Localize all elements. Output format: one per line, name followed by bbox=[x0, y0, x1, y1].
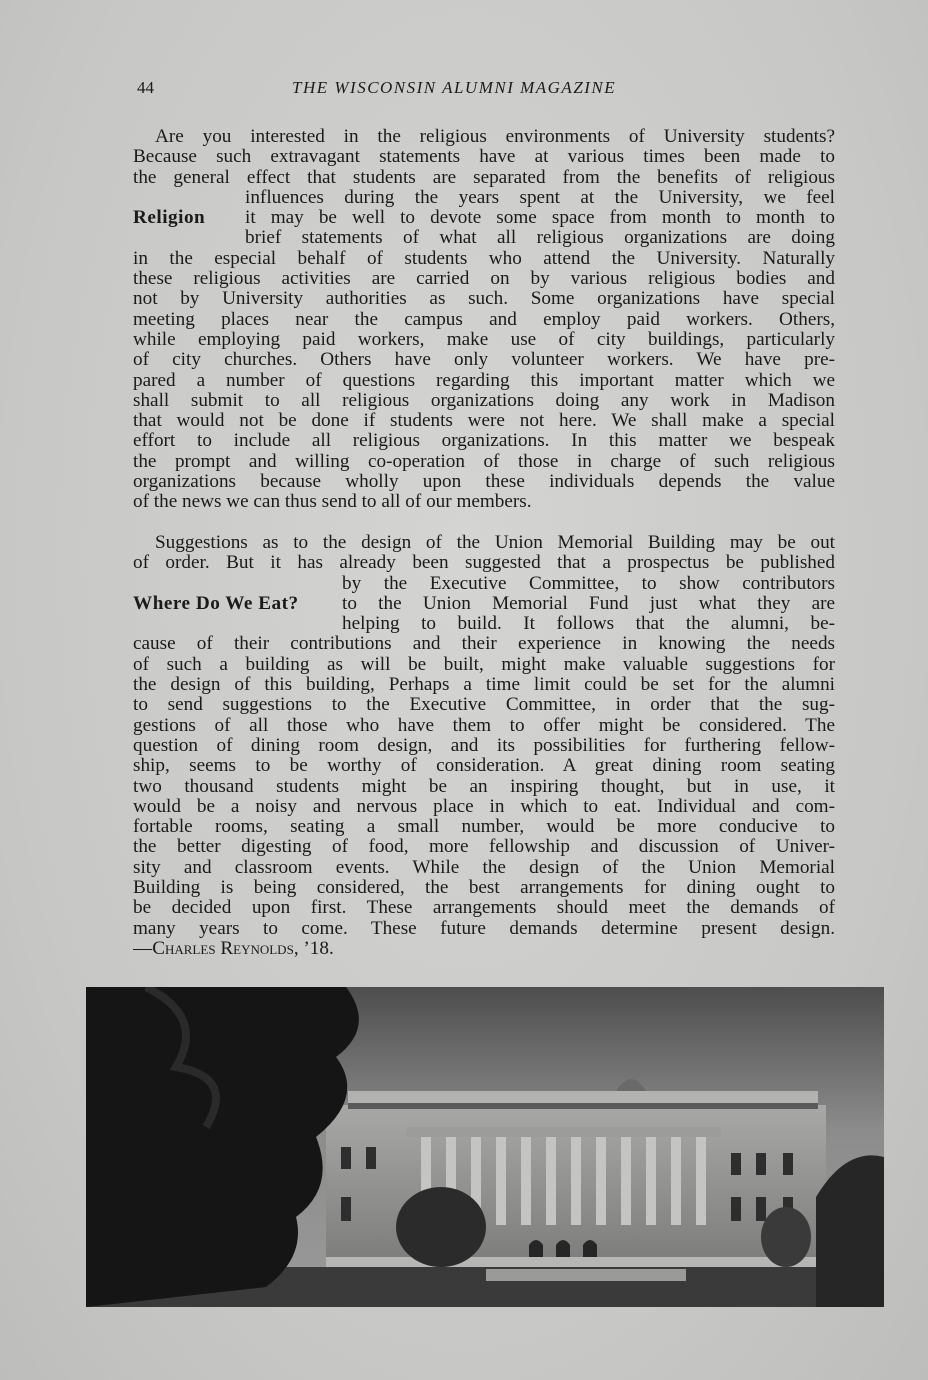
text-line: helping to build. It follows that the alumni, be- bbox=[342, 614, 835, 635]
text-line: by the Executive Committee, to show contributors bbox=[342, 573, 835, 594]
text-line: of such a building as will be built, might make valuable suggestions for bbox=[133, 654, 835, 675]
author-year: , ’18. bbox=[293, 938, 334, 959]
text-line: influences during the years spent at the University, we feel bbox=[245, 187, 835, 208]
text-line: effort to include all religious organizations. In this matter we bespeak bbox=[133, 431, 835, 452]
text-line: sity and classroom events. While the design of the Union Memorial bbox=[133, 857, 835, 878]
text-line: meeting places near the campus and employ paid workers. Others, bbox=[133, 309, 835, 330]
text-line: the design of this building, Perhaps a time limit could be set for the alumni bbox=[133, 675, 835, 696]
text-line: Building is being considered, the best arrangements for dining ought to bbox=[133, 878, 835, 899]
text-line: the better digesting of food, more fellowship and discussion of Univer- bbox=[133, 837, 835, 858]
text-line: fortable rooms, seating a small number, would be more conducive to bbox=[133, 817, 835, 838]
text-line: while employing paid workers, make use of city buildings, particularly bbox=[133, 329, 835, 350]
text-line: be decided upon first. These arrangements should meet the demands of bbox=[133, 898, 835, 919]
text-line: these religious activities are carried on by various religious bodies and bbox=[133, 269, 835, 290]
page-number: 44 bbox=[137, 78, 154, 97]
text-line: ship, seems to be worthy of consideration. A great dining room seating bbox=[133, 756, 835, 777]
running-title: THE WISCONSIN ALUMNI MAGAZINE bbox=[292, 78, 617, 97]
text-line: would be a noisy and nervous place in which to eat. Individual and com- bbox=[133, 796, 835, 817]
text-line: Are you interested in the religious environments of University students? bbox=[155, 127, 835, 147]
text-line: to the Union Memorial Fund just what they are bbox=[342, 593, 835, 614]
text-line: it may be well to devote some space from month to month to bbox=[245, 208, 835, 229]
text-line: many years to come. These future demands determine present design. bbox=[133, 918, 835, 939]
page-header bbox=[137, 78, 837, 100]
text-line: of order. But it has already been suggested that a prospectus be published bbox=[133, 553, 835, 574]
text-line: the general effect that students are separated from the benefits of religious bbox=[133, 167, 835, 188]
text-line: two thousand students might be an inspiring thought, but in use, it bbox=[133, 776, 835, 797]
text-line: not by University authorities as such. Some organizations have special bbox=[133, 289, 835, 310]
sidehead-where-do-we-eat: Where Do We Eat? bbox=[133, 593, 299, 614]
sidehead-line bbox=[133, 208, 835, 228]
author-name: Charles Reynolds bbox=[152, 938, 294, 959]
sidehead-line bbox=[133, 594, 835, 614]
text-line: Because such extravagant statements have at various times been made to bbox=[133, 147, 835, 168]
text-line: brief statements of what all religious organizations are doing bbox=[245, 228, 835, 249]
text-line: that would not be done if students were not here. We shall make a special bbox=[133, 411, 835, 432]
text-line: of city churches. Others have only volunteer workers. We have pre- bbox=[133, 350, 835, 371]
text-line: in the especial behalf of students who attend the University. Naturally bbox=[133, 248, 835, 269]
signature bbox=[133, 939, 835, 959]
text-line: gestions of all those who have them to offer might be considered. The bbox=[133, 715, 835, 736]
text-line: pared a number of questions regarding this important matter which we bbox=[133, 370, 835, 391]
building-photograph bbox=[86, 987, 884, 1307]
text-line: question of dining room design, and its possibilities for furthering fellow- bbox=[133, 735, 835, 756]
signature-dash: — bbox=[133, 938, 153, 959]
text-line: of the news we can thus send to all of our members. bbox=[133, 492, 532, 513]
dining-paragraph bbox=[133, 533, 835, 959]
religion-paragraph bbox=[133, 127, 835, 513]
sidehead-religion: Religion bbox=[133, 208, 206, 229]
text-line: shall submit to all religious organizations doing any work in Madison bbox=[133, 390, 835, 411]
text-line: Suggestions as to the design of the Union Memorial Building may be out bbox=[155, 533, 835, 553]
text-line: organizations because wholly upon these individuals depends the value bbox=[133, 472, 835, 493]
text-line: to send suggestions to the Executive Committee, in order that the sug- bbox=[133, 695, 835, 716]
text-line: the prompt and willing co-operation of those in charge of such religious bbox=[133, 451, 835, 472]
text-line: cause of their contributions and their experience in knowing the needs bbox=[133, 634, 835, 655]
